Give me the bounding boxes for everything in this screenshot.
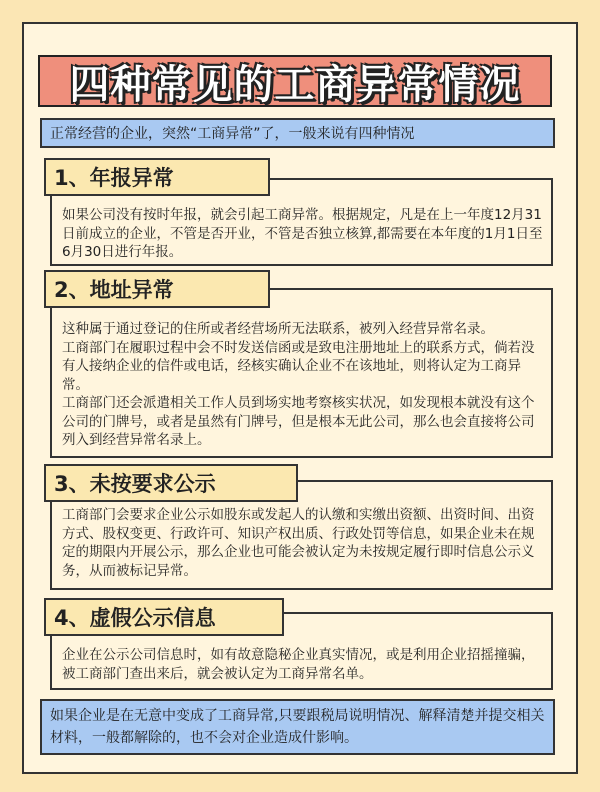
footer-note: 如果企业是在无意中变成了工商异常,只要跟税局说明情况、解释清楚并提交相关材料，一般都解除的，也不会对企业造成什影响。 xyxy=(40,699,555,755)
page-title-banner xyxy=(38,55,552,107)
section-4-paragraph: 企业在公示公司信息时，如有故意隐秘企业真实情况，或是利用企业招摇撞骗，被工商部门查出来后，就会被认定为工商异常名单。 xyxy=(62,647,535,682)
section-1-paragraph: 如果公司没有按时年报，就会引起工商异常。根据规定，凡是在上一年度12月31日前成立的企业，不管是否开业，不管是否独立核算,都需要在本年度的1月1日至6月30日进行年报。 xyxy=(62,207,543,260)
section-3-paragraph: 工商部门会要求企业公示如股东或发起人的认缴和实缴出资额、出资时间、出资方式、股权变更、行政许可、知识产权出质、行政处罚等信息，如果企业未在规定的期限内开展公示，那么企业也可能会被认定为未按规定履行即时信息公示义务，从而被标记异常。 xyxy=(62,507,535,579)
page-title: 四种常见的工商异常情况 xyxy=(69,61,521,108)
section-2-paragraph: 这种属于通过登记的住所或者经营场所无法联系，被列入经营异常名录。 xyxy=(62,321,494,337)
section-2-body xyxy=(50,288,553,458)
section-1-heading: 1、年报异常 xyxy=(44,158,270,196)
section-2-paragraph: 工商部门在履职过程中会不时发送信函或是致电注册地址上的联系方式，倘若没有人接纳企业的信件或电话，经核实确认企业不在该地址，则将认定为工商异常。 xyxy=(62,339,535,393)
section-2-paragraph: 工商部门还会派遣相关工作人员到场实地考察核实状况，如发现根本就没有这个公司的门牌号，或者是虽然有门牌号，但是根本无此公司，那么也会直接将公司列入到经营异常名录上。 xyxy=(62,395,535,448)
section-2-heading: 2、地址异常 xyxy=(44,270,270,308)
section-3-heading: 3、未按要求公示 xyxy=(44,464,298,502)
intro-banner: 正常经营的企业，突然“工商异常”了，一般来说有四种情况 xyxy=(40,118,555,148)
section-4-heading: 4、虚假公示信息 xyxy=(44,598,284,636)
